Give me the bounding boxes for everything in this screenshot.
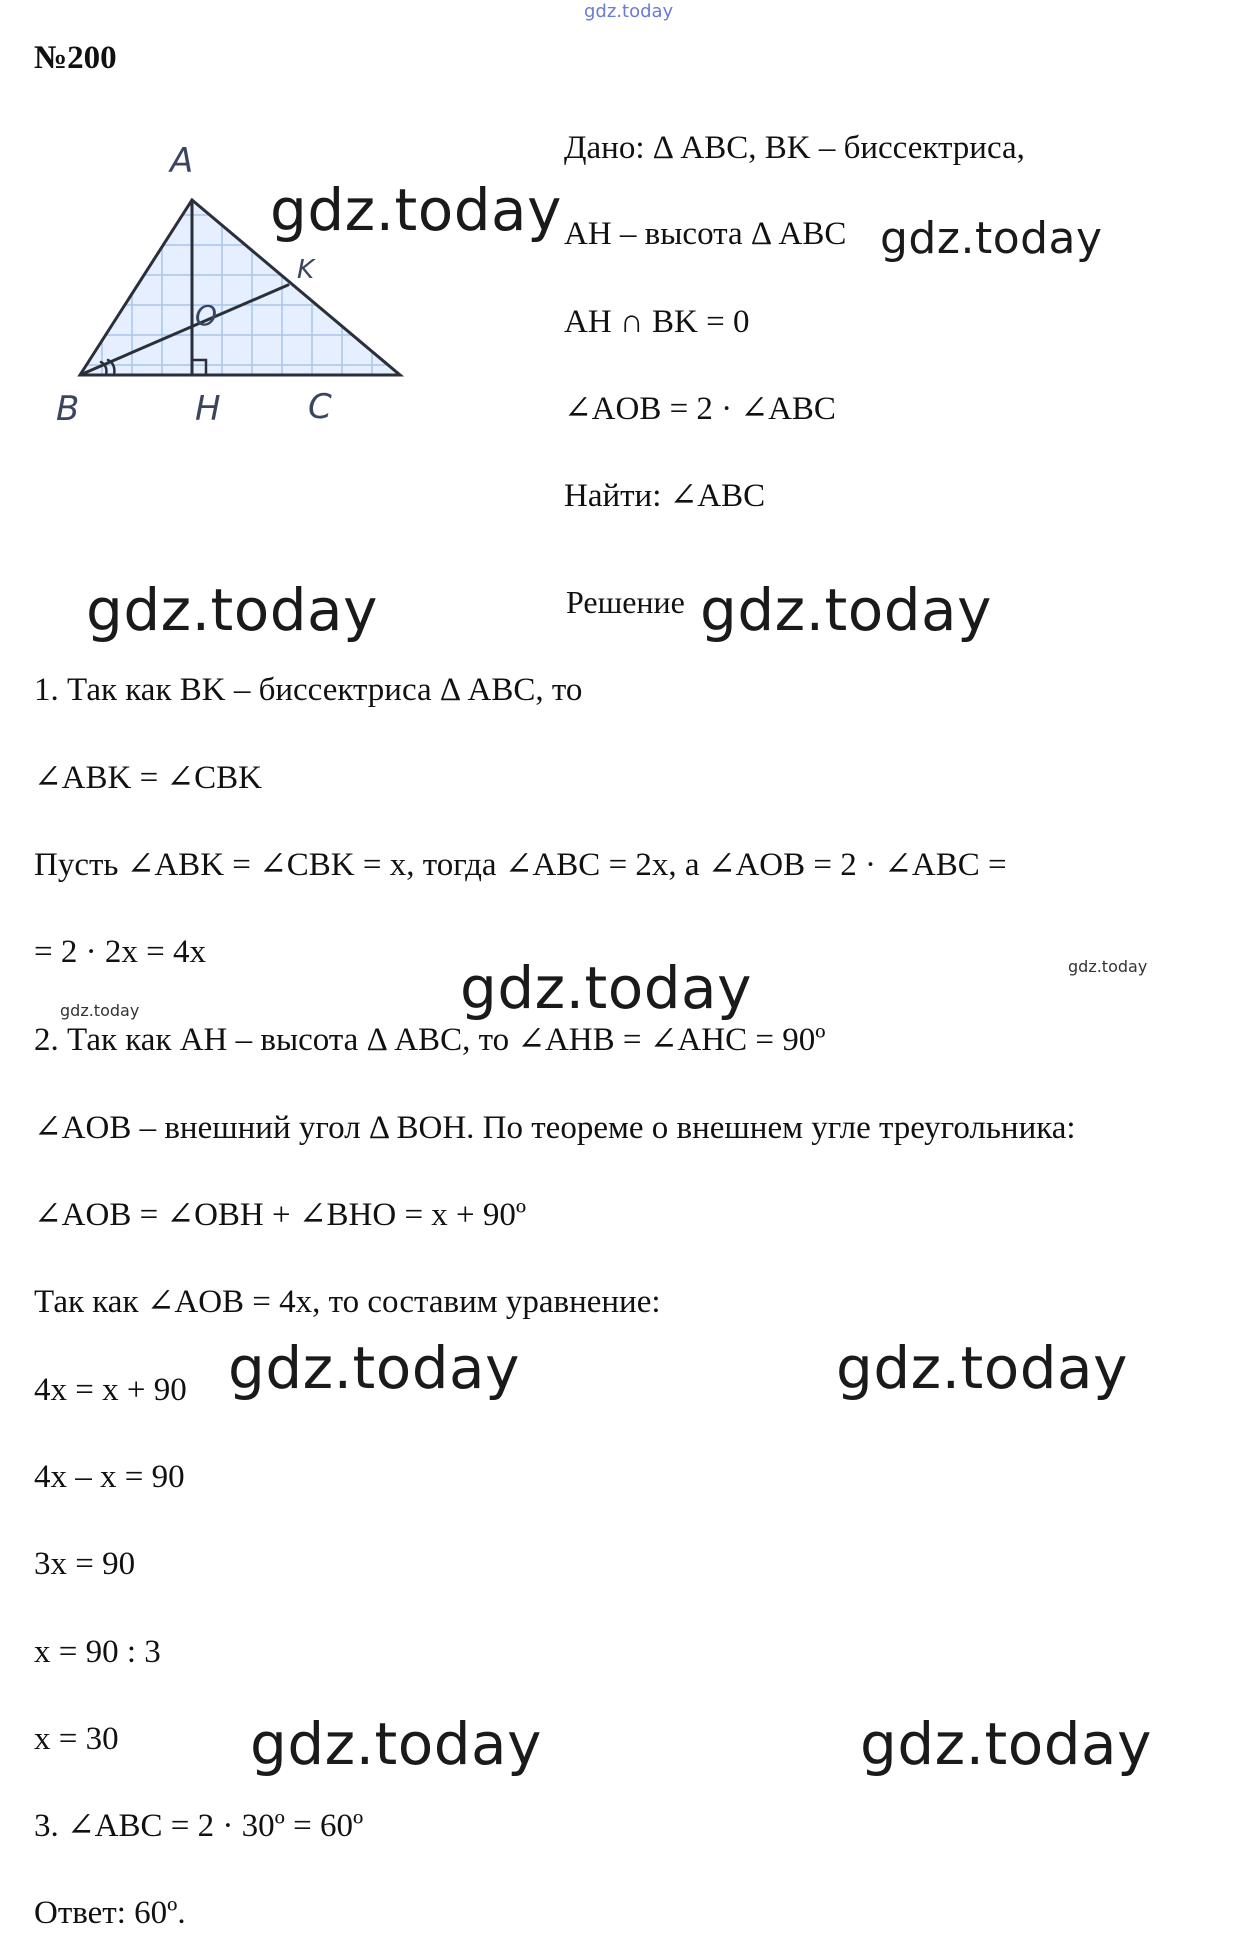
step-1-equality: ∠ABK = ∠CBK (34, 760, 262, 796)
given-line-3: AH ∩ BK = 0 (564, 304, 750, 340)
step-2-formula: ∠AOB = ∠OBH + ∠BHO = x + 90º (34, 1197, 527, 1233)
equation-5: x = 30 (34, 1721, 119, 1757)
watermark: gdz.today (860, 1710, 1152, 1778)
watermark: gdz.today (460, 954, 752, 1022)
answer: Ответ: 60º. (34, 1895, 186, 1931)
given-line-1: Дано: Δ ABC, BK – биссектриса, (564, 130, 1025, 166)
step-2-intro: 2. Так как AH – высота Δ ABC, то ∠AHB = ∠AHC = 90º (34, 1022, 826, 1058)
equation-2: 4x – x = 90 (34, 1459, 185, 1495)
given-line-4: ∠AOB = 2 · ∠ABC (564, 391, 836, 427)
watermark: gdz.today (250, 1710, 542, 1778)
watermark-small: gdz.today (1068, 957, 1148, 976)
label-c: C (308, 387, 332, 427)
label-k: K (297, 255, 315, 285)
label-a: A (170, 141, 194, 181)
step-3: 3. ∠ABC = 2 · 30º = 60º (34, 1808, 364, 1844)
label-o: O (195, 299, 218, 332)
equation-1: 4x = x + 90 (34, 1372, 187, 1408)
given-line-2: AH – высота Δ ABC (564, 216, 847, 252)
find-line: Найти: ∠ABC (564, 478, 766, 514)
watermark-top: gdz.today (584, 1, 674, 22)
watermark: gdz.today (270, 176, 562, 244)
watermark-small: gdz.today (60, 1001, 140, 1020)
step-1-let: Пусть ∠ABK = ∠CBK = x, тогда ∠ABC = 2x, а ∠AOB = 2 · ∠ABC = (34, 847, 1007, 883)
label-h: H (195, 389, 221, 429)
step-1-intro: 1. Так как BK – биссектриса Δ ABC, то (34, 672, 583, 708)
step-2-exterior: ∠AOB – внешний угол Δ BOH. По теореме о внешнем угле треугольника: (34, 1110, 1076, 1146)
step-2-equation-intro: Так как ∠AOB = 4x, то составим уравнение: (34, 1284, 661, 1320)
watermark: gdz.today (836, 1334, 1128, 1402)
watermark: gdz.today (880, 213, 1103, 264)
watermark: gdz.today (228, 1334, 520, 1402)
triangle-figure (50, 120, 450, 450)
label-b: B (56, 389, 80, 429)
problem-number: №200 (34, 40, 117, 76)
equation-4: x = 90 : 3 (34, 1634, 161, 1670)
equation-3: 3x = 90 (34, 1546, 136, 1582)
step-1-result: = 2 · 2x = 4x (34, 934, 206, 970)
watermark: gdz.today (700, 576, 992, 644)
solution-heading: Решение (566, 584, 685, 620)
watermark: gdz.today (86, 576, 378, 644)
